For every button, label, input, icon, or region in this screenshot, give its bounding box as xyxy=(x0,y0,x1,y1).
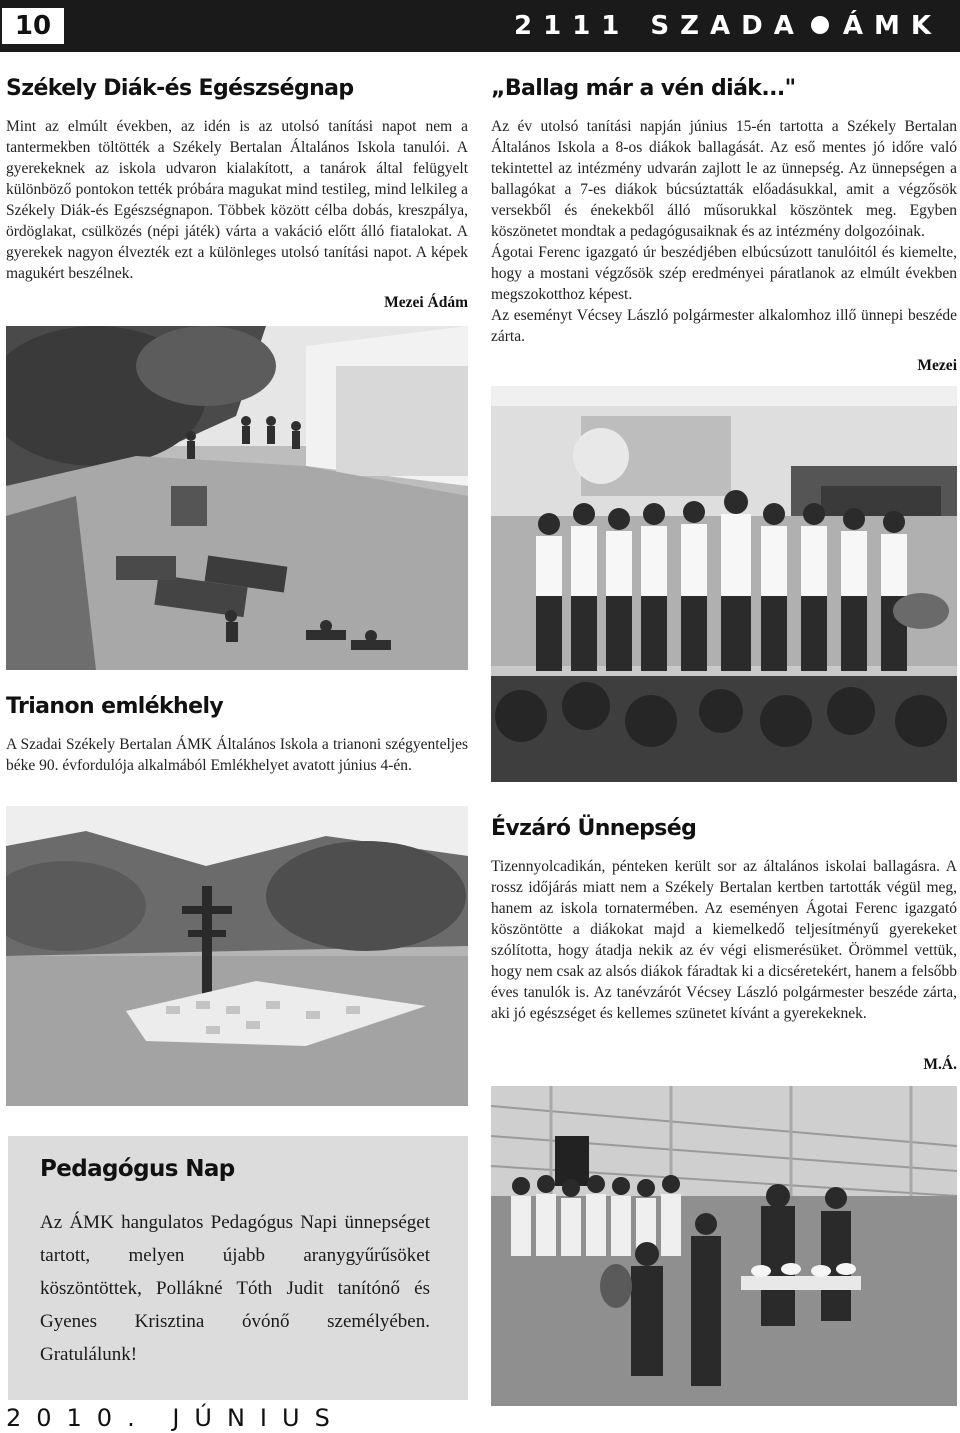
article-paragraph: Az év utolsó tanítási napján június 15-én tartotta a Székely Bertalan Általános Iskola a 8-os diákok ballagását. Az eső mentes jó időre való tekintettel az intézmény udvarán zajlott le az ünnepség. Az ünnepségen a ballagókat a 7-es diákok búcsúztatták előadásukkal, amit a végzősök versekből és énekekből álló műsorukkal köszöntek meg. Egyben köszönetet mondtak a pedagógusaiknak és az intézmény dolgozóinak. xyxy=(491,118,957,240)
article-title-ballagas: „Ballag már a vén diák..." xyxy=(491,76,796,101)
article-author-ballagas: Mezei xyxy=(917,357,957,374)
masthead-town: 2111 SZADA xyxy=(514,11,805,41)
memorial-photo xyxy=(6,806,468,1106)
article-author-evzaro: M.Á. xyxy=(923,1056,957,1073)
footer-date: 2010. JÚNIUS xyxy=(6,1404,345,1432)
memorial-image xyxy=(6,806,468,1106)
article-title-evzaro: Évzáró Ünnepség xyxy=(491,816,697,841)
article-paragraph: Az eseményt Vécsey László polgármester alkalomhoz illő ünnepi beszéde zárta. xyxy=(491,307,957,345)
article-paragraph: Tizennyolcadikán, pénteken került sor az általános iskolai ballagásra. A rossz időjárás miatt nem a Székely Bertalan kertben tartották végül meg, hanem az iskola tornatermében. Az eseményen Ágotai Ferenc igazgató köszöntötte a diákokat majd a kiemelkedő teljesítményű gyerekeket szólította, hogy átadja nekik az év végi elismerésüket. Örömmel vettük, hogy nem csak az alsós diákok fáradtak ki a dicséretekért, hanem a felsőbb éves tanulók is. Az tanévzárót Vécsey László polgármester beszéde zárta, aki jó egészséget és kellemes szünetet kívánt a gyerekeknek. xyxy=(491,858,957,1022)
gym-ceremony-photo xyxy=(491,1086,957,1406)
page-number: 10 xyxy=(0,6,66,46)
article-paragraph: Ágotai Ferenc igazgató úr beszédjében elbúcsúzott tanulóitól és kiemelte, hogy a mostani végzősök szép eredményei páratlanok az elmúlt években megszokotthoz képest. xyxy=(491,244,957,303)
article-author-diaknap: Mezei Ádám xyxy=(384,294,468,311)
article-body-diaknap xyxy=(6,116,468,284)
graduation-photo xyxy=(491,386,957,782)
gym-ceremony-image xyxy=(491,1086,957,1406)
article-body-evzaro xyxy=(491,856,957,1024)
article-paragraph: A Szadai Székely Bertalan ÁMK Általános Iskola a trianoni szégyenteljes béke 90. évfordulója alkalmából Emlékhelyet avatott június 4-én. xyxy=(6,736,468,774)
article-title-pedagogus: Pedagógus Nap xyxy=(40,1156,235,1182)
schoolyard-photo xyxy=(6,326,468,670)
schoolyard-image xyxy=(6,326,468,670)
masthead xyxy=(514,10,942,42)
header-bar xyxy=(0,0,960,52)
article-body-ballagas xyxy=(491,116,957,347)
graduation-image xyxy=(491,386,957,782)
article-title-trianon: Trianon emlékhely xyxy=(6,694,224,719)
bullet-dot-icon xyxy=(811,16,829,34)
masthead-institution: ÁMK xyxy=(842,11,942,41)
article-body-trianon xyxy=(6,734,468,776)
article-paragraph: Mint az elmúlt években, az idén is az utolsó tanítási napot nem a tantermekben töltötték a Székely Bertalan Általános Iskola tanulói. A gyerekeknek az iskola udvaron kialakított, a tanárok által felügyelt különböző pontokon tették próbára magukat mind testileg, mind lelkileg a Székely Diák-és Egészségnapon. Többek között célba dobás, kreszpálya, ördöglakat, csülközés (népi játék) várta a vakáció előtt álló fiatalokat. A gyerekek nagyon élvezték ezt a különleges utolsó tanítási napot. A képek magukért beszélnek. xyxy=(6,118,468,282)
article-body-pedagogus: Az ÁMK hangulatos Pedagógus Napi ünnepséget tartott, melyen újabb aranygyűrűsöket köszöntöttek, Pollákné Tóth Judit tanítónő és Gyenes Krisztina óvónő személyében. Gratulálunk! xyxy=(40,1212,430,1365)
article-title-diaknap: Székely Diák-és Egészségnap xyxy=(6,76,354,101)
